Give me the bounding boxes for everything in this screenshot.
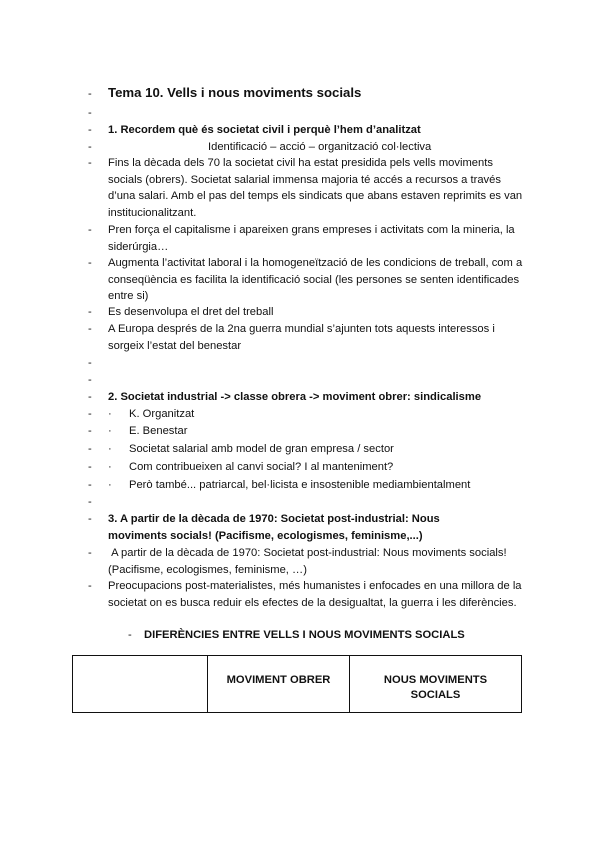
table-heading: DIFERÈNCIES ENTRE VELLS I NOUS MOVIMENTS SOCIALS: [144, 629, 465, 641]
section1-item-text: Es desenvolupa el dret del treball: [108, 306, 274, 318]
dash-bullet: -: [88, 443, 92, 455]
dash-bullet: -: [88, 513, 92, 525]
dash-bullet: -: [88, 374, 92, 386]
section1-heading: 1. Recordem què és societat civil i perquè l’hem d’analitzat: [108, 124, 421, 136]
dash-bullet: -: [88, 141, 92, 153]
table-header-moviment-obrer: MOVIMENT OBRER: [208, 656, 350, 713]
dash-bullet: -: [88, 107, 92, 119]
dot-bullet: ·: [108, 425, 112, 437]
dot-bullet: ·: [108, 461, 112, 473]
dash-bullet: -: [88, 479, 92, 491]
section1-item-text: Pren força el capitalisme i apareixen grans empreses i activitats com la mineria, la siderúrgia…: [108, 224, 515, 253]
section1-item-text: Augmenta l’activitat laboral i la homogeneïtzació de les condicions de treball, com a conseqüència es facilita la identificació social (les persones se senten identificades entre si): [108, 257, 523, 302]
section2-item-text: Però també... patriarcal, bel·licista e insostenible mediambientalment: [129, 479, 471, 491]
section2-item-text: E. Benestar: [129, 425, 188, 437]
dot-bullet: ·: [108, 408, 112, 420]
dash-bullet: -: [88, 461, 92, 473]
dash-bullet: -: [88, 580, 92, 592]
dash-bullet: -: [88, 157, 92, 169]
section3-item-text: Preocupacions post-materialistes, més humanistes i enfocades en una millora de la societat on es busca reduir els efectes de la desigualtat, la guerra i les diferències.: [108, 580, 522, 609]
dash-bullet: -: [88, 408, 92, 420]
dash-bullet: -: [88, 357, 92, 369]
dash-bullet: -: [88, 391, 92, 403]
dot-bullet: ·: [108, 443, 112, 455]
dash-bullet: -: [88, 88, 92, 100]
dash-bullet: -: [88, 547, 92, 559]
table-header-row: [73, 656, 522, 713]
dot-bullet: ·: [108, 479, 112, 491]
section1-item-text: A Europa després de la 2na guerra mundial s’ajunten tots aquests interessos i sorgeix l’estat del benestar: [108, 323, 495, 352]
dash-bullet: -: [88, 496, 92, 508]
dash-bullet: -: [88, 124, 92, 136]
table-header-cell-empty: [73, 656, 208, 713]
section2-item-text: K. Organitzat: [129, 408, 195, 420]
dash-bullet: -: [88, 257, 92, 269]
dash-bullet: -: [88, 323, 92, 335]
dash-bullet: -: [88, 425, 92, 437]
section1-subheading: Identificació – acció – organització col·lectiva: [208, 141, 432, 153]
table-header-nous-moviments: NOUS MOVIMENTS SOCIALS: [350, 656, 522, 713]
section2-item-text: Societat salarial amb model de gran empresa / sector: [129, 443, 394, 455]
section2-item-text: Com contribueixen al canvi social? I al manteniment?: [129, 461, 394, 473]
page-title: Tema 10. Vells i nous moviments socials: [108, 85, 362, 100]
section1-item-text: Fins la dècada dels 70 la societat civil ha estat presidida pels vells moviments socials (obrers). Societat salarial immensa majoria té accés a recursos a través d’una salari. Amb el pas del temps els sindicats que abans estaven reprimits es van institucionalitzant.: [108, 157, 523, 219]
section3-item-text: A partir de la dècada de 1970: Societat post-industrial: Nous moviments socials! (Pacifisme, ecologismes, feminisme, …): [108, 547, 510, 576]
section2-heading: 2. Societat industrial -> classe obrera -> moviment obrer: sindicalisme: [108, 391, 482, 403]
section3-heading: 3. A partir de la dècada de 1970: Societat post-industrial: Nous moviments socials! (Pacifisme, ecologismes, feminisme,...): [108, 513, 440, 542]
dash-bullet: -: [128, 629, 132, 641]
dash-bullet: -: [88, 306, 92, 318]
dash-bullet: -: [88, 224, 92, 236]
comparison-table: [72, 655, 522, 713]
